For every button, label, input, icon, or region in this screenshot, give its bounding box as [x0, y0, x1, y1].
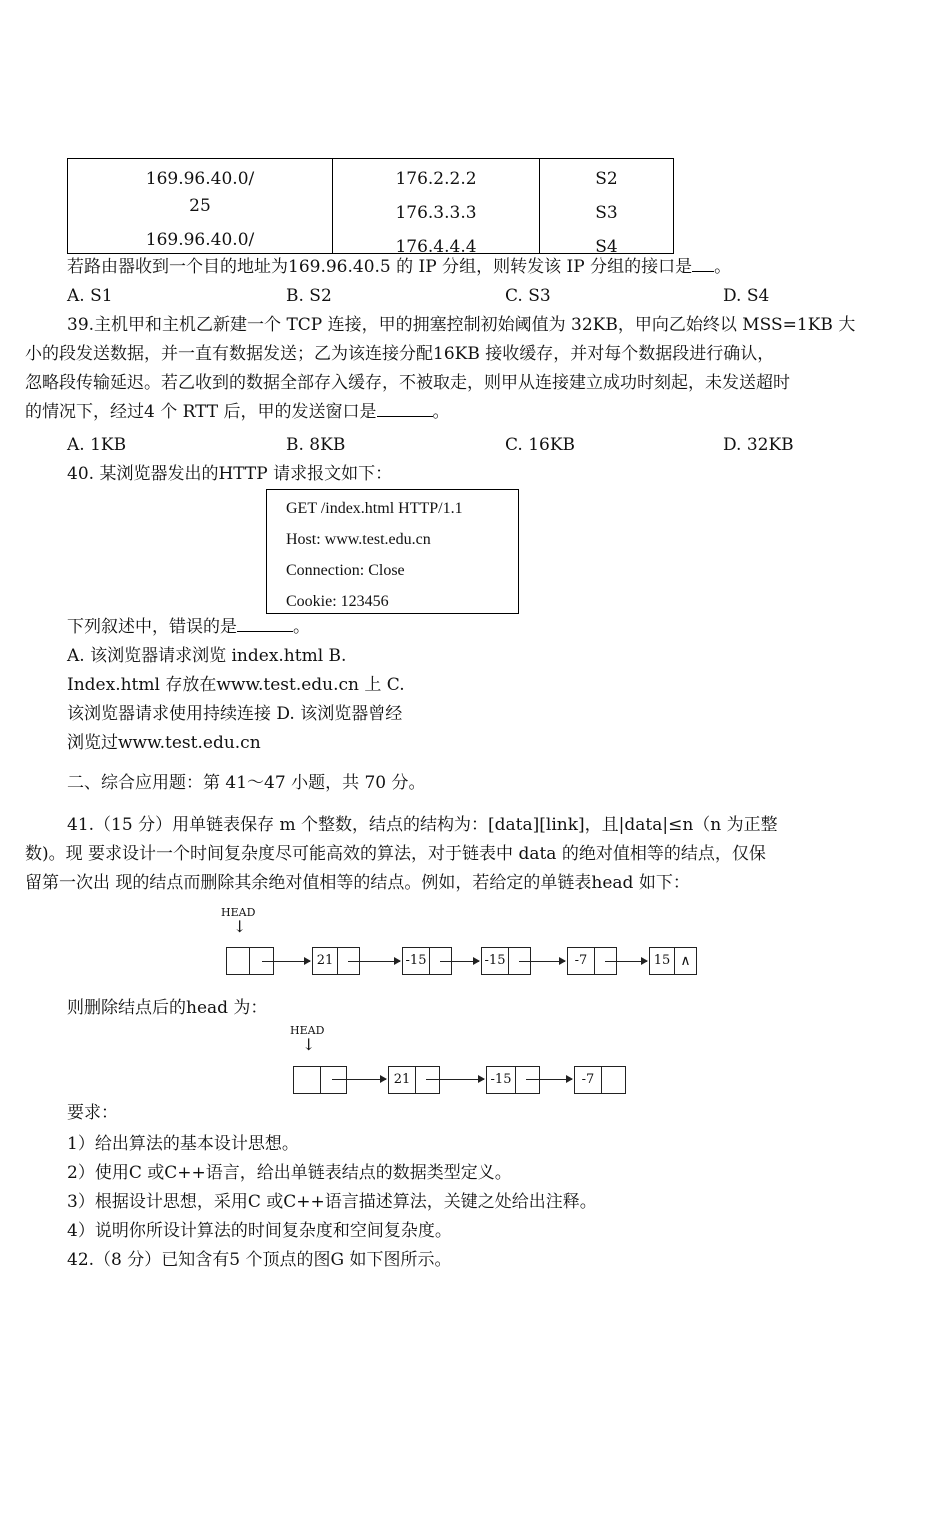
q39-line: 的情况下，经过4 个 RTT 后，甲的发送窗口是 。: [25, 402, 450, 422]
dest-cell: 25: [189, 196, 211, 216]
q39-option: B. 8KB: [286, 435, 346, 455]
arrow-icon: [519, 961, 565, 962]
head-label: HEAD: [290, 1024, 325, 1037]
http-line: GET /index.html HTTP/1.1: [286, 500, 463, 517]
q39-option: C. 16KB: [505, 435, 576, 455]
down-arrow-icon: ↓: [302, 1035, 316, 1054]
down-arrow-icon: ↓: [233, 917, 247, 936]
list-node: -7: [574, 1066, 626, 1094]
q39-line: 忽略段传输延迟。若乙收到的数据全部存入缓存，不被取走，则甲从连接建立成功时刻起，未发送超时: [25, 373, 790, 393]
list-node: -7: [567, 947, 617, 975]
list-node: 21: [388, 1066, 440, 1094]
requirement-item: 3）根据设计思想，采用C 或C++语言描述算法，关键之处给出注释。: [67, 1192, 597, 1212]
nexthop-cell: 176.3.3.3: [395, 203, 477, 223]
q39-option: D. 32KB: [723, 435, 794, 455]
q42-text: 42.（8 分）已知含有5 个顶点的图G 如下图所示。: [67, 1250, 452, 1270]
nexthop-cell: 176.2.2.2: [395, 169, 477, 189]
q38-text: 若路由器收到一个目的地址为169.96.40.5 的 IP 分组，则转发该 IP 分组的接口是 。: [67, 257, 732, 277]
q39-line: 39.主机甲和主机乙新建一个 TCP 连接，甲的拥塞控制初始阈值为 32KB，甲向乙始终以 MSS=1KB 大: [67, 315, 856, 335]
q40-option-line: 该浏览器请求使用持续连接 D. 该浏览器曾经: [67, 704, 403, 724]
head-label: HEAD: [221, 906, 256, 919]
routing-table: [67, 158, 674, 254]
q41-line: 留第一次出 现的结点而删除其余绝对值相等的结点。例如，若给定的单链表head 如下：: [25, 873, 690, 893]
list-node: [293, 1066, 347, 1094]
arrow-icon: [348, 961, 400, 962]
arrow-icon: [262, 961, 310, 962]
iface-cell: S4: [595, 237, 618, 254]
nexthop-cell: 176.4.4.4: [395, 237, 477, 254]
requirements-title: 要求：: [67, 1103, 118, 1123]
http-line: Connection: Close: [286, 562, 405, 579]
list-node: -15: [486, 1066, 540, 1094]
iface-cell: S3: [595, 203, 618, 223]
http-request-box: [266, 489, 519, 614]
requirement-item: 2）使用C 或C++语言，给出单链表结点的数据类型定义。: [67, 1163, 512, 1183]
list-node: -15: [481, 947, 531, 975]
q41-after-text: 则删除结点后的head 为：: [67, 998, 268, 1018]
http-line: Cookie: 123456: [286, 593, 389, 610]
q39-line: 小的段发送数据，并一直有数据发送；乙为该连接分配16KB 接收缓存，并对每个数据段进行确认，: [25, 344, 775, 364]
arrow-icon: [440, 961, 479, 962]
list-node: 21: [312, 947, 360, 975]
dest-cell: 169.96.40.0/: [145, 169, 255, 189]
http-line: Host: www.test.edu.cn: [286, 531, 431, 548]
null-pointer-icon: ∧: [680, 953, 691, 969]
q40-option-line: 浏览过www.test.edu.cn: [67, 733, 261, 753]
arrow-icon: [526, 1079, 572, 1080]
section-heading: 二、综合应用题：第 41～47 小题，共 70 分。: [67, 773, 426, 793]
q40-option-line: A. 该浏览器请求浏览 index.html B.: [67, 646, 347, 666]
requirement-item: 4）说明你所设计算法的时间复杂度和空间复杂度。: [67, 1221, 452, 1241]
list-node: 15 ∧: [649, 947, 697, 975]
arrow-icon: [605, 961, 647, 962]
q40-prompt: 下列叙述中，错误的是 。: [67, 617, 310, 637]
q40-intro: 40. 某浏览器发出的HTTP 请求报文如下：: [67, 464, 393, 484]
q38-option: A. S1: [67, 286, 113, 306]
list-node: -15: [402, 947, 452, 975]
dest-cell: 169.96.40.0/: [145, 230, 255, 250]
iface-cell: S2: [595, 169, 618, 189]
q38-option: C. S3: [505, 286, 551, 306]
arrow-icon: [332, 1079, 386, 1080]
requirement-item: 1）给出算法的基本设计思想。: [67, 1134, 299, 1154]
q39-option: A. 1KB: [67, 435, 127, 455]
q38-option: D. S4: [723, 286, 770, 306]
q38-option: B. S2: [286, 286, 332, 306]
q41-line: 数)。现 要求设计一个时间复杂度尽可能高效的算法，对于链表中 data 的绝对值相等的结点，仅保: [25, 844, 766, 864]
q41-line: 41.（15 分）用单链表保存 m 个整数，结点的结构为：[data][link]，且|data|≤n（n 为正整: [67, 815, 778, 835]
q40-option-line: Index.html 存放在www.test.edu.cn 上 C.: [67, 675, 405, 695]
arrow-icon: [426, 1079, 484, 1080]
